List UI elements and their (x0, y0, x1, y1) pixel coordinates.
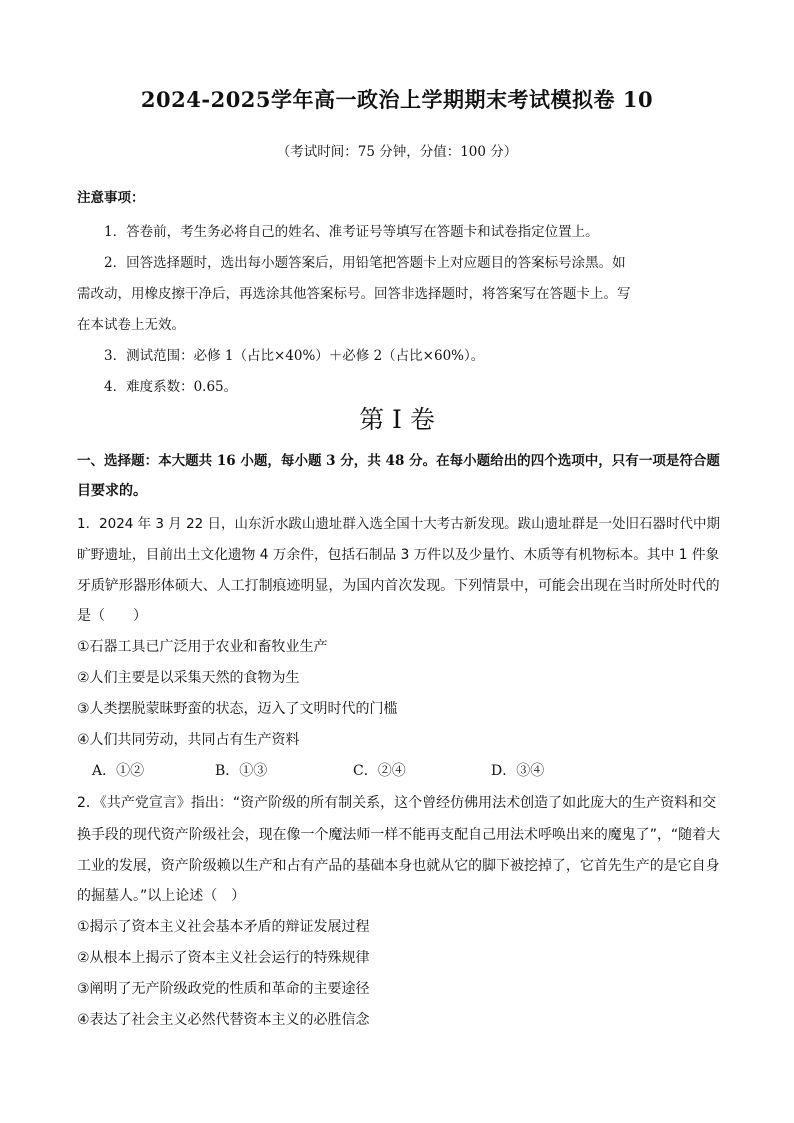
exam-title: 2024-2025学年高一政治上学期期末考试模拟卷 10 (140, 87, 654, 112)
notice-heading: 注意事项： (77, 190, 145, 206)
q2-statement-1: ①揭示了资本主义社会基本矛盾的辩证发展过程 (77, 919, 370, 935)
q2-statement-3: ③阐明了无产阶级政党的性质和革命的主要途径 (77, 981, 370, 997)
q1-option-c[interactable]: C．②④ (353, 763, 406, 779)
q1-option-d[interactable]: D．③④ (491, 763, 545, 779)
q1-option-a[interactable]: A．①② (92, 763, 145, 779)
q2-statement-4: ④表达了社会主义必然代替资本主义的必胜信念 (77, 1012, 370, 1028)
notice-item-3: 3．测试范围：必修 1（占比×40%）＋必修 2（占比×60%）。 (104, 348, 485, 364)
notice-item-4: 4．难度系数：0.65。 (104, 379, 238, 395)
section-title: 第 I 卷 (359, 405, 435, 434)
notice-item-2-cont: 需改动，用橡皮擦干净后，再选涂其他答案标号。回答非选择题时，将答案写在答题卡上。写 (77, 286, 631, 302)
section-instruction-line1: 一、选择题：本大题共 16 小题，每小题 3 分，共 48 分。在每小题给出的四个选项中，只有一项是符合题 (77, 453, 720, 469)
notice-item-2: 2．回答选择题时，选出每小题答案后，用铅笔把答题卡上对应题目的答案标号涂黑。如 (104, 255, 626, 271)
q1-statement-2: ②人们主要是以采集天然的食物为生 (77, 670, 300, 686)
q2-line-1: 2．《共产党宣言》指出：“资产阶级的所有制关系，这个曾经仿佛用法术创造了如此庞大的生产资料和交 (77, 795, 717, 811)
q1-statement-3: ③人类摆脱蒙昧野蛮的状态，迈入了文明时代的门槛 (77, 701, 398, 717)
section-instruction-line2: 目要求的。 (77, 483, 147, 499)
q2-line-4: 的掘墓人。”以上论述（ ） (77, 888, 246, 904)
q1-statement-4: ④人们共同劳动，共同占有生产资料 (77, 732, 300, 748)
q1-line-3: 牙质铲形器形体硕大、人工打制痕迹明显，为国内首次发现。下列情景中，可能会出现在当时所处时代的 (77, 578, 720, 594)
q1-option-b[interactable]: B．①③ (215, 763, 268, 779)
q2-line-2: 换手段的现代资产阶级社会，现在像一个魔法师一样不能再支配自己用法术呼唤出来的魔鬼了”，“随着大 (77, 827, 721, 843)
exam-subtitle: （考试时间：75 分钟，分值：100 分） (276, 144, 518, 160)
notice-item-2-cont2: 在本试卷上无效。 (77, 317, 185, 333)
q2-statement-2: ②从根本上揭示了资本主义社会运行的特殊规律 (77, 950, 370, 966)
q1-line-2: 旷野遗址，目前出土文化遗物 4 万余件，包括石制品 3 万件以及少量竹、木质等有机物标本。其中 1 件象 (77, 547, 720, 563)
q1-line-4: 是（ ） (77, 608, 147, 624)
q2-line-3: 工业的发展，资产阶级赖以生产和占有产品的基础本身也就从它的脚下被挖掉了，它首先生产的是它自身 (77, 858, 720, 874)
notice-item-1: 1．答卷前，考生务必将自己的姓名、准考证号等填写在答题卡和试卷指定位置上。 (104, 224, 599, 240)
q1-line-1: 1．2024 年 3 月 22 日，山东沂水跋山遗址群入选全国十大考古新发现。跋山遗址群是一处旧石器时代中期 (77, 516, 720, 532)
q1-statement-1: ①石器工具已广泛用于农业和畜牧业生产 (77, 639, 328, 655)
